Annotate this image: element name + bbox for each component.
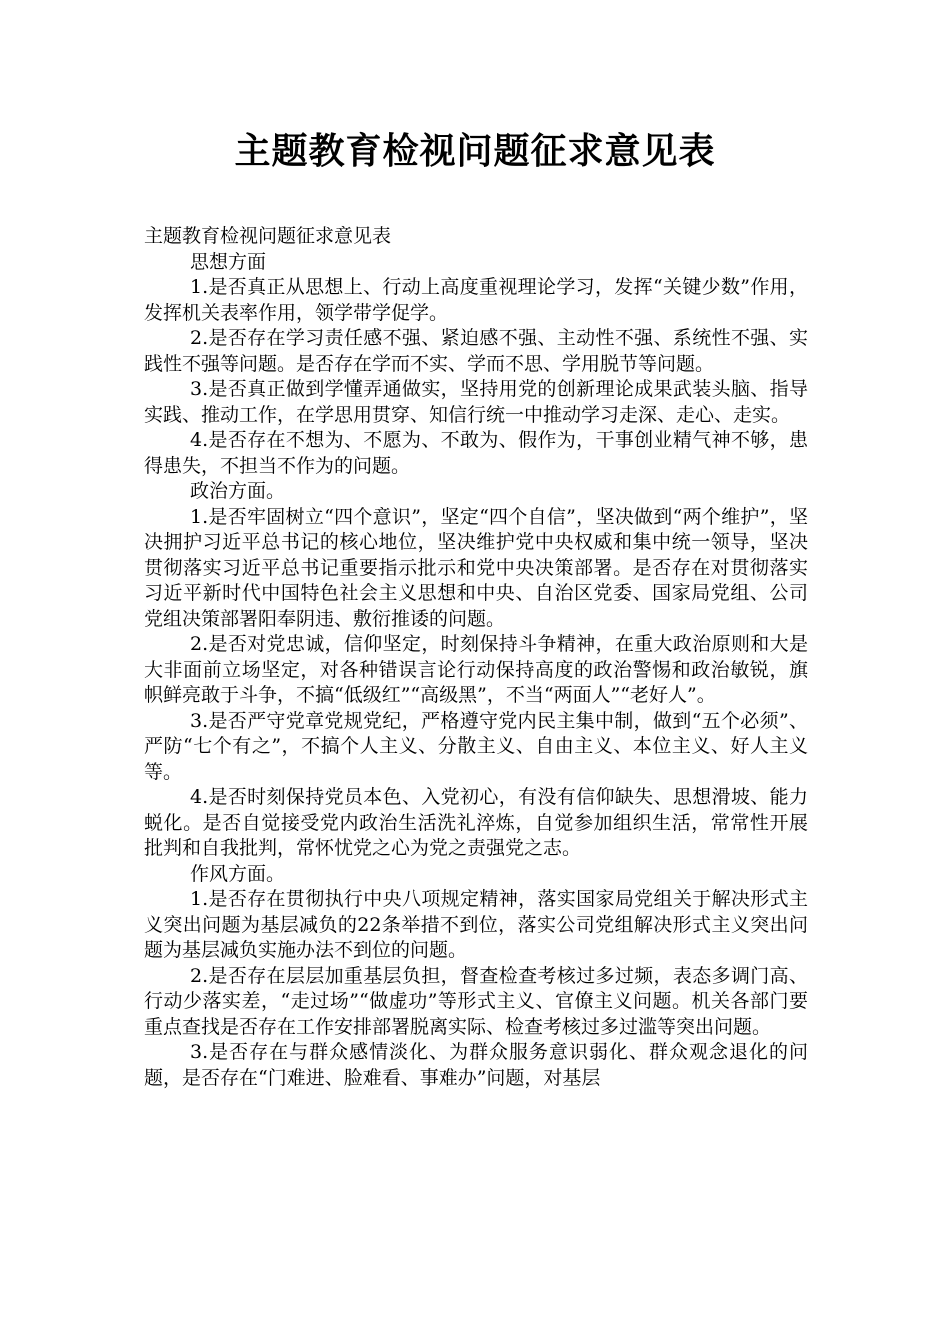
political-item-4: 4.是否时刻保持党员本色、入党初心，有没有信仰缺失、思想滑坡、能力蜕化。是否自觉接受党内政治生活洗礼淬炼，自觉参加组织生活，常常性开展批判和自我批判，常怀忧党之心为党之责强党之志。 xyxy=(144,786,808,859)
political-item-1: 1.是否牢固树立“四个意识”，坚定“四个自信”，坚决做到“两个维护”，坚决拥护习近平总书记的核心地位，坚决维护党中央权威和集中统一领导，坚决贯彻落实习近平总书记重要指示批示和党中央决策部署。是否存在对贯彻落实习近平新时代中国特色社会主义思想和中央、自治区党委、国家局党组、公司党组决策部署阳奉阴违、敷衍推诿的问题。 xyxy=(144,505,808,630)
section-heading-political: 政治方面。 xyxy=(190,480,286,502)
document-subtitle: 主题教育检视问题征求意见表 xyxy=(144,225,392,247)
section-heading-thought: 思想方面 xyxy=(190,250,267,273)
thought-item-4: 4.是否存在不想为、不愿为、不敢为、假作为，干事创业精气神不够，患得患失，不担当不作为的问题。 xyxy=(144,429,808,477)
style-item-2: 2.是否存在层层加重基层负担，督查检查考核过多过频，表态多调门高、行动少落实差，“走过场”“做虚功”等形式主义、官僚主义问题。机关各部门要重点查找是否存在工作安排部署脱离实际、检查考核过多过滥等突出问题。 xyxy=(144,964,808,1038)
thought-item-2: 2.是否存在学习责任感不强、紧迫感不强、主动性不强、系统性不强、实践性不强等问题。是否存在学而不实、学而不思、学用脱节等问题。 xyxy=(144,327,808,375)
style-item-3: 3.是否存在与群众感情淡化、为群众服务意识弱化、群众观念退化的问题，是否存在“门难进、脸难看、事难办”问题，对基层 xyxy=(144,1041,808,1089)
section-heading-style: 作风方面。 xyxy=(190,862,286,885)
political-item-2: 2.是否对党忠诚，信仰坚定，时刻保持斗争精神，在重大政治原则和大是大非面前立场坚定，对各种错误言论行动保持高度的政治警惕和政治敏锐，旗帜鲜亮敢于斗争，不搞“低级红”“高级黑”，不当“两面人”“老好人”。 xyxy=(144,633,808,706)
document-title: 主题教育检视问题征求意见表 xyxy=(234,131,716,172)
thought-item-1: 1.是否真正从思想上、行动上高度重视理论学习，发挥“关键少数”作用，发挥机关表率作用，领学带学促学。 xyxy=(144,276,808,324)
thought-item-3: 3.是否真正做到学懂弄通做实，坚持用党的创新理论成果武装头脑、指导实践、推动工作，在学思用贯穿、知信行统一中推动学习走深、走心、走实。 xyxy=(144,378,808,426)
political-item-3: 3.是否严守党章党规党纪，严格遵守党内民主集中制，做到“五个必须”、严防“七个有之”，不搞个人主义、分散主义、自由主义、本位主义、好人主义等。 xyxy=(144,709,808,783)
style-item-1: 1.是否存在贯彻执行中央八项规定精神，落实国家局党组关于解决形式主义突出问题为基层减负的22条举措不到位，落实公司党组解决形式主义突出问题为基层减负实施办法不到位的问题。 xyxy=(144,888,808,961)
document-body xyxy=(144,224,808,1091)
